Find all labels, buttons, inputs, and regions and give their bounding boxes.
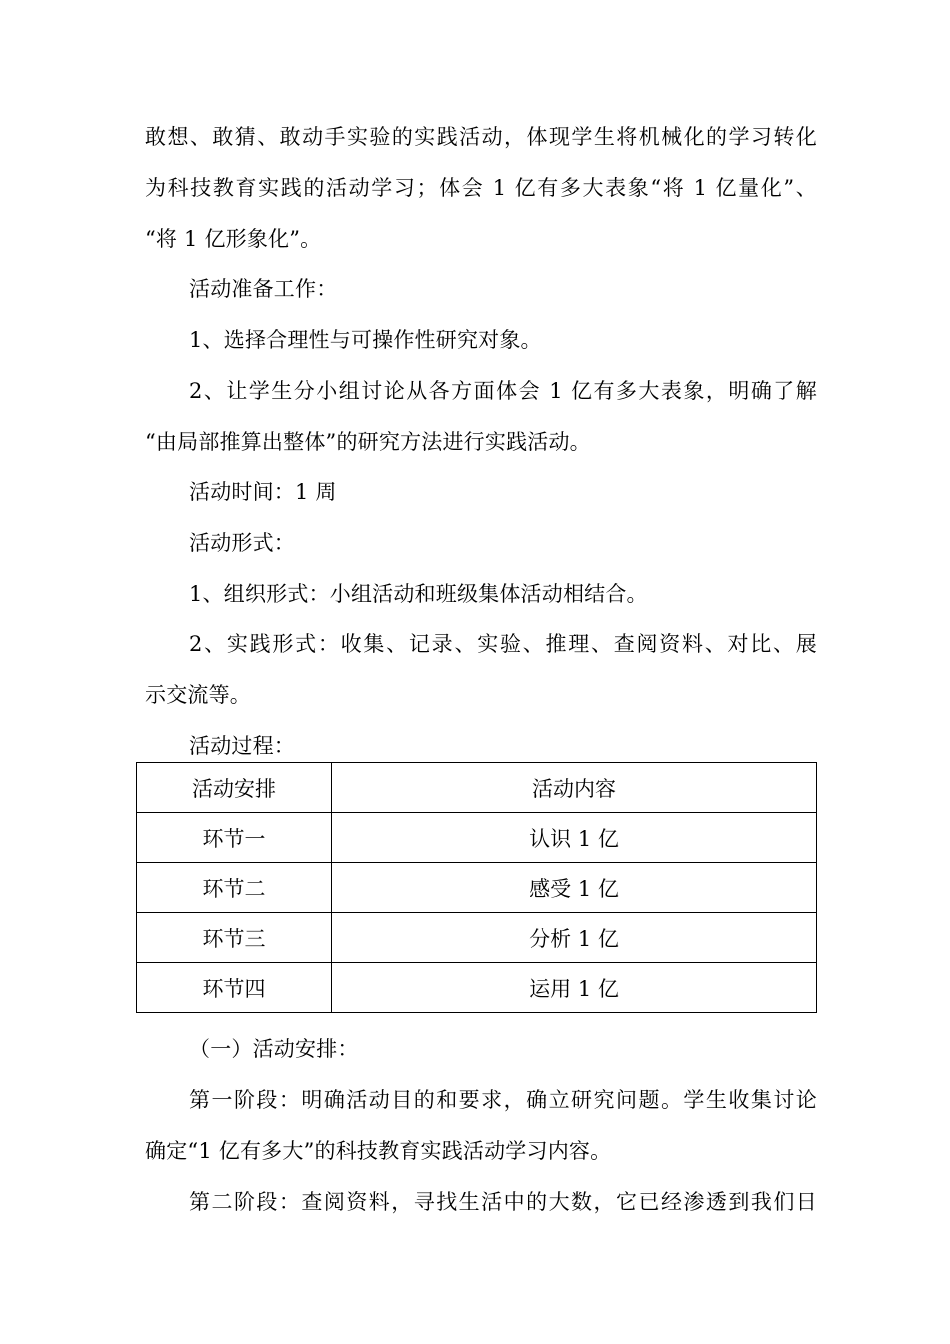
section-heading: （一）活动安排：	[189, 1037, 359, 1061]
table-header-row	[137, 763, 817, 813]
table-row	[137, 963, 817, 1013]
stage-1-line: 确定“1 亿有多大”的科技教育实践活动学习内容。	[145, 1139, 612, 1163]
prep-item-1: 1、选择合理性与可操作性研究对象。	[189, 328, 542, 352]
table-row	[137, 863, 817, 913]
table-cell: 环节一	[137, 813, 332, 863]
form-item-2-line: 示交流等。	[145, 683, 251, 707]
prep-item-2-line: “由局部推算出整体”的研究方法进行实践活动。	[145, 430, 591, 454]
form-item-2-line: 2、实践形式：收集、记录、实验、推理、查阅资料、对比、展	[189, 632, 817, 656]
paragraph-line: 敢想、敢猜、敢动手实验的实践活动，体现学生将机械化的学习转化	[145, 125, 817, 149]
table-cell: 环节四	[137, 963, 332, 1013]
table-header-cell: 活动内容	[332, 763, 817, 813]
table-cell: 感受 1 亿	[332, 863, 817, 913]
table-header-cell: 活动安排	[137, 763, 332, 813]
paragraph-line: “将 1 亿形象化”。	[145, 227, 322, 251]
stage-2-line: 第二阶段：查阅资料，寻找生活中的大数，它已经渗透到我们日	[189, 1190, 817, 1214]
stage-1-line: 第一阶段：明确活动目的和要求，确立研究问题。学生收集讨论	[189, 1088, 817, 1112]
table-cell: 环节三	[137, 913, 332, 963]
table-cell: 环节二	[137, 863, 332, 913]
table-row	[137, 813, 817, 863]
process-heading: 活动过程：	[189, 734, 295, 758]
paragraph-line: 为科技教育实践的活动学习；体会 1 亿有多大表象“将 1 亿量化”、	[145, 176, 817, 200]
form-item-1: 1、组织形式：小组活动和班级集体活动相结合。	[189, 582, 648, 606]
prep-heading: 活动准备工作：	[189, 277, 338, 301]
table-cell: 分析 1 亿	[332, 913, 817, 963]
table-cell: 认识 1 亿	[332, 813, 817, 863]
prep-item-2-line: 2、让学生分小组讨论从各方面体会 1 亿有多大表象，明确了解	[189, 379, 817, 403]
activity-schedule-table	[136, 762, 817, 1013]
activity-time: 活动时间：1 周	[189, 480, 337, 504]
table-cell: 运用 1 亿	[332, 963, 817, 1013]
table-row	[137, 913, 817, 963]
form-heading: 活动形式：	[189, 531, 295, 555]
